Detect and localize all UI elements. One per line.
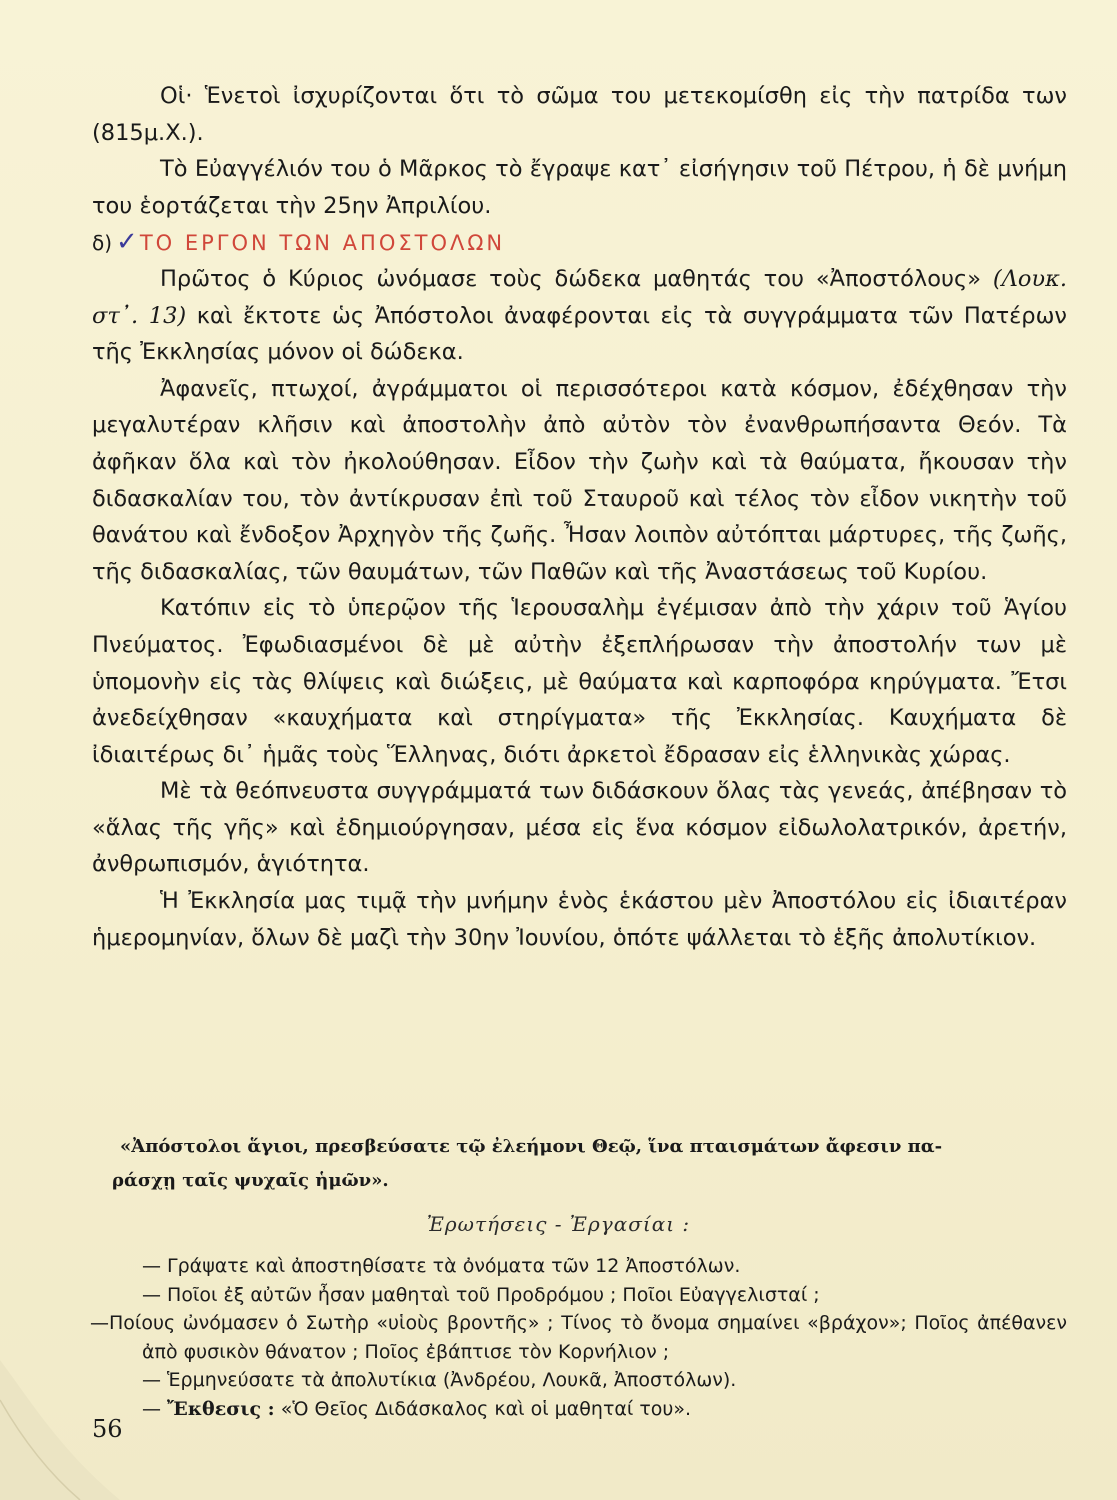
page-number: 56 bbox=[92, 1415, 123, 1443]
paragraph-4: Ἀφανεῖς, πτωχοί, ἀγράμματοι οἱ περισσότεροι κατὰ κόσμον, ἐδέχθησαν τὴν μεγαλυτέραν κλῆσιν καὶ ἀποστολὴν ἀπὸ αὐτὸν τὸν ἐνανθρωπήσαντα Θεόν. Τὰ ἀφῆκαν ὅλα καὶ τὸν ἠκολούθησαν. Εἶδον τὴν ζωὴν καὶ τὰ θαύματα, ἤκουσαν τὴν διδασκαλίαν του, τὸν ἀντίκρυσαν ἐπὶ τοῦ Σταυροῦ καὶ τέλος τὸν εἶδον νικητὴν τοῦ θανάτου καὶ ἔνδοξον Ἀρχηγὸν τῆς ζωῆς. Ἦσαν λοιπὸν αὐτόπται μάρτυρες, τῆς ζωῆς, τῆς διδασκαλίας, τῶν θαυμάτων, τῶν Παθῶν καὶ τῆς Ἀναστάσεως τοῦ Κυρίου. bbox=[92, 375, 1067, 585]
question-1: — Γράψατε καὶ ἀποστηθίσατε τὰ ὀνόματα τῶν 12 Ἀποστόλων. bbox=[142, 1255, 741, 1277]
body-text bbox=[92, 78, 1067, 956]
question-4: — Ἑρμηνεύσατε τὰ ἀπολυτίκια (Ἀνδρέου, Λουκᾶ, Ἀποστόλων). bbox=[142, 1369, 737, 1391]
hymn-line-1: «Ἀπόστολοι ἅγιοι, πρεσβεύσατε τῷ ἐλεήμονι Θεῷ, ἵνα πταισμάτων ἄφεσιν πα- bbox=[120, 1136, 943, 1157]
question-2: — Ποῖοι ἐξ αὐτῶν ἦσαν μαθηταὶ τοῦ Προδρόμου ; Ποῖοι Εὐαγγελισταί ; bbox=[142, 1283, 820, 1306]
question-5 bbox=[142, 1395, 1067, 1424]
paragraph-5: Κατόπιν εἰς τὸ ὑπερῷον τῆς Ἱερουσαλὴμ ἐγέμισαν ἀπὸ τὴν χάριν τοῦ Ἁγίου Πνεύματος. Ἐφωδιασμένοι δὲ μὲ αὐτὴν ἐξεπλήρωσαν τὴν ἀποστολήν των μὲ ὑπομονὴν εἰς τὰς θλίψεις καὶ διώξεις, μὲ θαύματα καὶ καρποφόρα κηρύγματα. Ἔτσι ἀνεδείχθησαν «καυχήματα καὶ στηρίγματα» τῆς Ἐκκλησίας. Καυχήματα δὲ ἰδιαιτέρως δι᾽ ἡμᾶς τοὺς Ἕλληνας, διότι ἀρκετοὶ ἔδρασαν εἰς ἑλληνικὰς χώρας. bbox=[92, 595, 1067, 768]
paragraph-3 bbox=[92, 261, 1067, 371]
essay-topic: «Ὁ Θεῖος Διδάσκαλος καὶ οἱ μαθηταί του». bbox=[274, 1397, 692, 1420]
question-3-text: —Ποίους ὠνόμασεν ὁ Σωτὴρ «υἱοὺς βροντῆς» ; Τίνος τὸ ὄνομα σημαίνει «βράχον»; Ποῖος ἀπέθανεν ἀπὸ φυσικὸν θάνατον ; Ποῖος ἐβάπτισε τὸν Κορνήλιον ; bbox=[90, 1312, 1067, 1363]
page-curl-shadow bbox=[0, 1340, 140, 1500]
paragraph-7: Ἡ Ἐκκλησία μας τιμᾷ τὴν μνήμην ἑνὸς ἑκάστου μὲν Ἀποστόλου εἰς ἰδιαιτέραν ἡμερομηνίαν, ὅλων δὲ μαζὶ τὴν 30ην Ἰουνίου, ὁπότε ψάλλεται τὸ ἑξῆς ἀπολυτίκιον. bbox=[92, 888, 1067, 951]
section-heading bbox=[92, 224, 1067, 261]
paragraph-3-end: καὶ ἔκτοτε ὡς Ἀπόστολοι ἀναφέρονται εἰς τὰ συγγράμματα τῶν Πατέρων τῆς Ἐκκλησίας μόνον οἱ δώδεκα. bbox=[92, 302, 1067, 366]
section-letter: δ) bbox=[92, 231, 113, 256]
section-title: ΤΟ ΕΡΓΟΝ ΤΩΝ ΑΠΟΣΤΟΛΩΝ bbox=[139, 231, 506, 256]
questions-list bbox=[90, 1252, 1067, 1423]
paragraph-3-start: Πρῶτος ὁ Κύριος ὠνόμασε τοὺς δώδεκα μαθητάς του «Ἀποστόλους» bbox=[160, 265, 981, 292]
paragraph-1: Οἱ· Ἑνετοὶ ἰσχυρίζονται ὅτι τὸ σῶμα του μετεκομίσθη εἰς τὴν πατρίδα των (815μ.Χ.). bbox=[92, 83, 1067, 146]
question-5-dash: — bbox=[142, 1397, 168, 1420]
apolytikion-hymn bbox=[112, 1130, 1070, 1198]
scripture-reference: (Λουκ. στ᾽. 13) bbox=[92, 265, 1068, 329]
questions-title: Ἐρωτήσεις - Ἐργασίαι : bbox=[426, 1212, 691, 1236]
essay-label: Ἔκθεσις : bbox=[167, 1397, 275, 1420]
paragraph-2: Τὸ Εὐαγγέλιόν του ὁ Μᾶρκος τὸ ἔγραψε κατ᾽ εἰσήγησιν τοῦ Πέτρου, ἡ δὲ μνήμη του ἑορτάζεται τὴν 25ην Ἀπριλίου. bbox=[92, 156, 1067, 219]
paragraph-6: Μὲ τὰ θεόπνευστα συγγράμματά των διδάσκουν ὅλας τὰς γενεάς, ἀπέβησαν τὸ «ἅλας τῆς γῆς» καὶ ἐδημιούργησαν, μέσα εἰς ἕνα κόσμον εἰδωλολατρικόν, ἀρετήν, ἀνθρωπισμόν, ἁγιότητα. bbox=[92, 778, 1067, 878]
question-3 bbox=[90, 1309, 1067, 1366]
handwritten-check-icon: ✓ bbox=[116, 227, 138, 258]
hymn-line-2: ράσχῃ ταῖς ψυχαῖς ἡμῶν». bbox=[112, 1170, 389, 1191]
